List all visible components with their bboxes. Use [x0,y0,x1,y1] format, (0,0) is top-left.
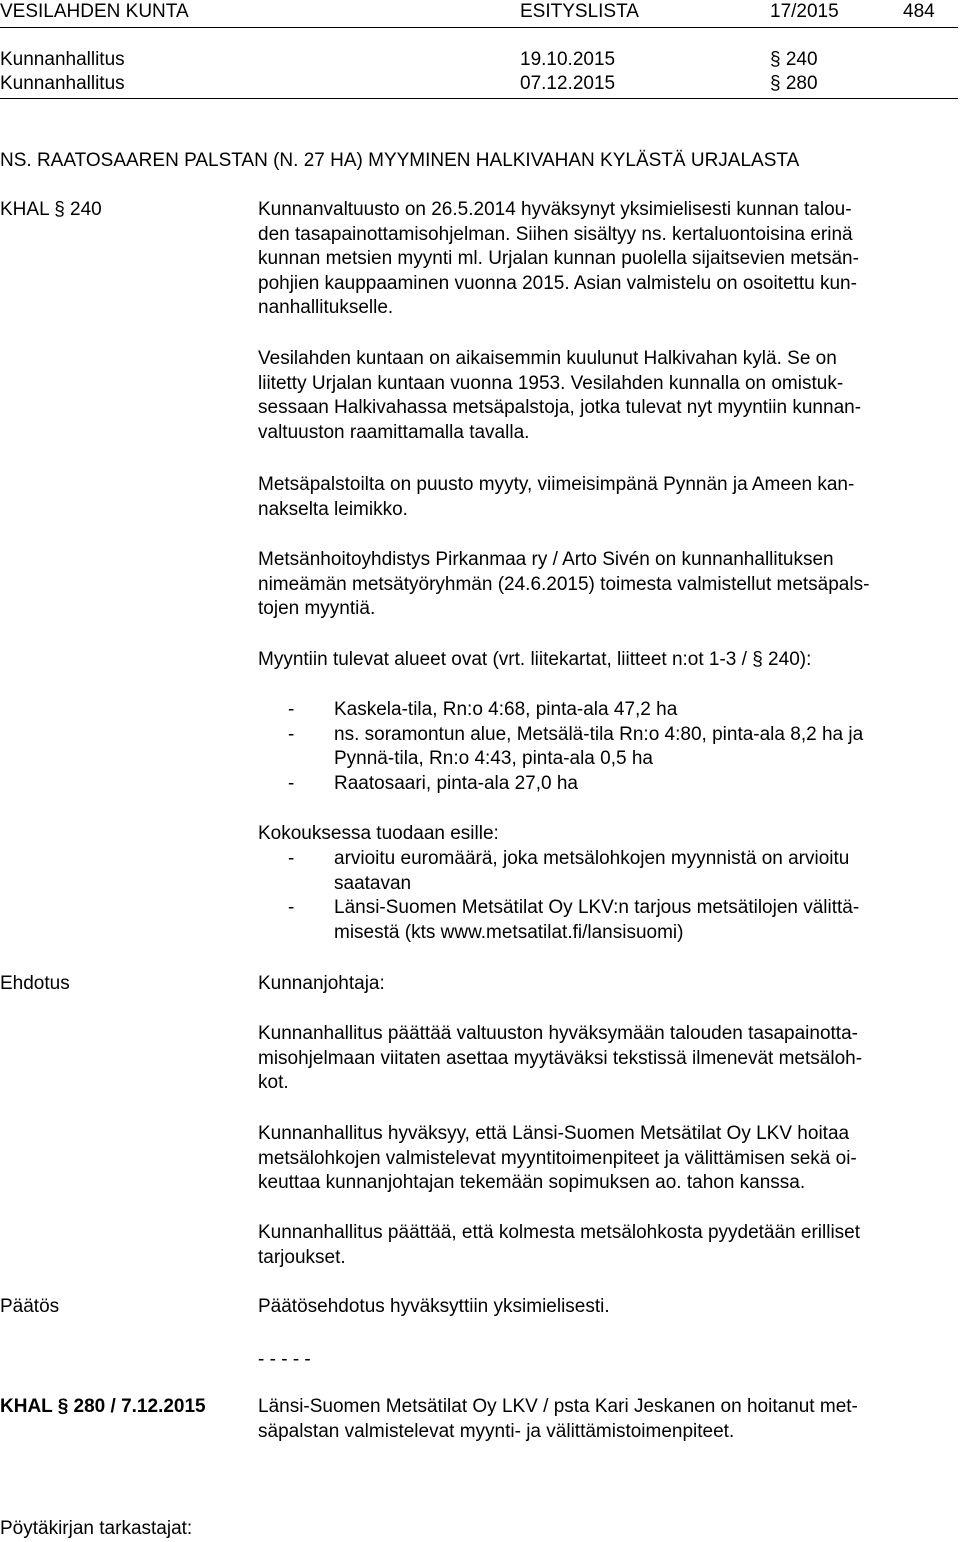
khal240-paragraph-4 [258,548,948,622]
text-line: Vesilahden kuntaan on aikaisemmin kuulunut Halkivahan kylä. Se on [258,348,837,369]
proposal-author: Kunnanjohtaja: [258,973,385,994]
text-line: Metsänhoitoyhdistys Pirkanmaa ry / Arto Sivén on kunnanhallituksen [258,549,834,570]
text-line: kunnan metsien myynti ml. Urjalan kunnan puolella sijaitsevien metsän- [258,248,859,269]
org-name: VESILAHDEN KUNTA [0,1,189,22]
text-line: Kunnanvaltuusto on 26.5.2014 hyväksynyt yksimielisesti kunnan talou- [258,199,852,220]
text-line: Kunnanhallitus päättää, että kolmesta metsälohkosta pyydetään erilliset [258,1222,861,1243]
text-line: nimeämän metsätyöryhmän (24.6.2015) toimesta valmistellut metsäpals- [258,573,870,595]
section-label-khal240: KHAL § 240 [0,199,102,220]
doc-number: 17/2015 [770,1,839,22]
khal240-paragraph-3 [258,473,948,522]
section-label-khal280: KHAL § 280 / 7.12.2015 [0,1396,206,1417]
list-item: - arvioitu euromäärä, joka metsälohkojen myynnistä on arvioitu saatavan [258,847,948,896]
meeting-items-list [258,847,948,945]
proposal-paragraph-1 [258,1022,948,1096]
text-line: pohjien kauppaaminen vuonna 2015. Asian valmistelu on osoitettu kun- [258,272,857,294]
text-line: valtuuston raamittamalla tavalla. [258,421,530,443]
text-line: Metsäpalstoilta on puusto myyty, viimeisimpänä Pynnän ja Ameen kan- [258,474,855,495]
text-line: tojen myyntiä. [258,598,376,619]
meeting-date-1: 19.10.2015 [520,49,616,70]
khal240-paragraph-2 [258,347,948,445]
text-line: kot. [258,1072,289,1093]
proposal-paragraph-3 [258,1221,948,1270]
list-item: - ns. soramontun alue, Metsälä-tila Rn:o 4:80, pinta-ala 8,2 ha ja Pynnä-tila, Rn:o 4:43, pinta-ala 0,5 ha [258,723,948,772]
list-item: - Länsi-Suomen Metsätilat Oy LKV:n tarjous metsätilojen välittä- misestä (kts www.metsatilat.fi/lansisuomi) [258,896,948,945]
text-line: Kunnanhallitus päättää valtuuston hyväksymään talouden tasapainotta- [258,1023,858,1044]
text-line: Länsi-Suomen Metsätilat Oy LKV / psta Kari Jeskanen on hoitanut met- [258,1396,858,1417]
text-line: säpalstan valmistelevat myynti- ja välittämistoimenpiteet. [258,1420,735,1442]
khal240-paragraph-1 [258,198,948,321]
meeting-date-2: 07.12.2015 [520,73,616,94]
text-line: metsälohkojen valmistelevat myyntitoimenpiteet ja välittämisen sekä oi- [258,1147,857,1169]
meeting-section-2: § 280 [770,73,818,94]
text-line: den tasapainottamisohjelman. Siihen sisältyy ns. kertaluontoisina erinä [258,223,853,245]
text-line: Kunnanhallitus hyväksyy, että Länsi-Suomen Metsätilat Oy LKV hoitaa [258,1123,850,1144]
text-line: sessaan Halkivahassa metsäpalstoja, jotka tulevat nyt myyntiin kunnan- [258,397,862,418]
areas-intro: Myyntiin tulevat alueet ovat (vrt. liitekartat, liitteet n:ot 1-3 / § 240): [258,649,812,670]
decision-text: Päätösehdotus hyväksyttiin yksimielisesti. [258,1296,610,1317]
section-label-proposal: Ehdotus [0,973,70,994]
text-line: nanhallitukselle. [258,297,394,318]
text-line: nakselta leimikko. [258,498,408,520]
areas-list [258,698,948,796]
header-rule-top [0,27,958,28]
list-item: - Raatosaari, pinta-ala 27,0 ha [258,772,948,797]
proposal-paragraph-2 [258,1122,948,1196]
text-line: misohjelmaan viitaten asettaa myytäväksi tekstissä ilmenevät metsäloh- [258,1047,863,1069]
khal280-paragraph [258,1395,948,1444]
text-line: keuttaa kunnanjohtajan tekemään sopimuksen ao. tahon kanssa. [258,1172,806,1193]
minutes-checkers-label: Pöytäkirjan tarkastajat: [0,1518,193,1539]
meeting-intro: Kokouksessa tuodaan esille: [258,823,499,844]
document-title: NS. RAATOSAAREN PALSTAN (N. 27 HA) MYYMINEN HALKIVAHAN KYLÄSTÄ URJALASTA [0,150,800,171]
text-line: tarjoukset. [258,1246,346,1268]
section-separator: - - - - - [258,1349,311,1370]
doc-type: ESITYSLISTA [520,1,639,22]
meeting-body-2: Kunnanhallitus [0,73,125,94]
page-number: 484 [903,1,935,22]
section-label-decision: Päätös [0,1296,60,1317]
text-line: liitetty Urjalan kuntaan vuonna 1953. Vesilahden kunnalla on omistuk- [258,372,844,394]
meeting-body-1: Kunnanhallitus [0,49,125,70]
header-rule-bottom [0,98,958,99]
list-item: - Kaskela-tila, Rn:o 4:68, pinta-ala 47,2 ha [258,698,948,723]
meeting-section-1: § 240 [770,49,818,70]
